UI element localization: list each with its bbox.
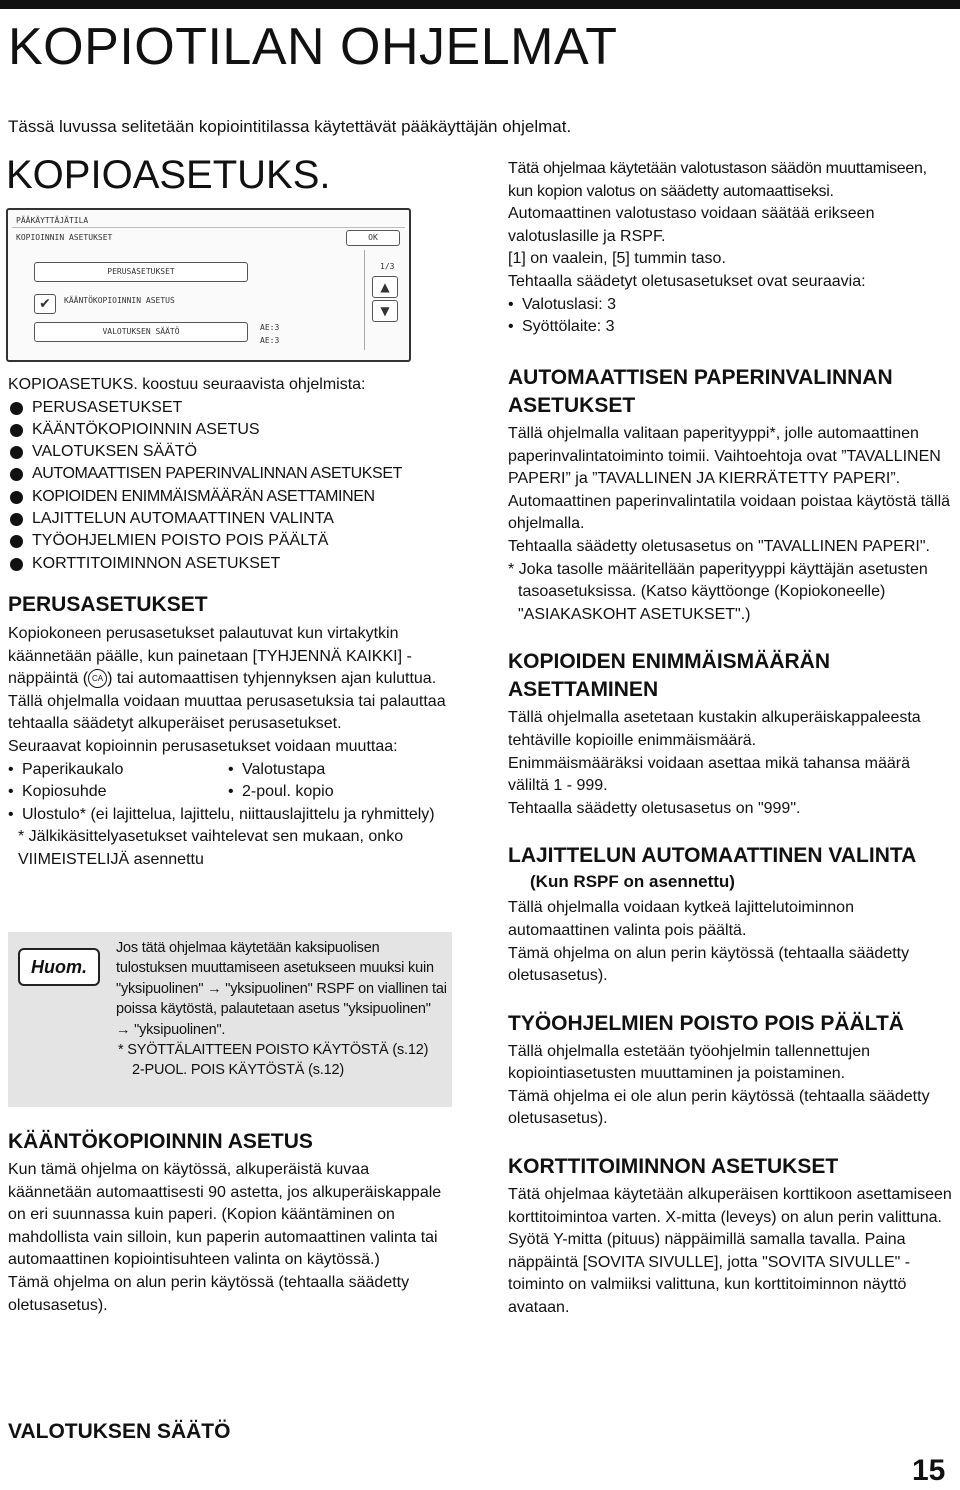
screen-breadcrumb: KOPIOINNIN ASETUKSET	[16, 233, 113, 242]
paragraph: Enimmäismääräksi voidaan asettaa mikä tahansa määrä väliltä 1 - 999.	[508, 754, 910, 795]
paragraph: Tällä ohjelmalla voidaan kytkeä lajittelutoiminnon automaattinen valinta pois päältä.	[508, 899, 854, 939]
note-ref-2: 2-PUOL. POIS KÄYTÖSTÄ (s.12)	[132, 1062, 344, 1079]
list-intro: KOPIOASETUKS. koostuu seuraavista ohjelmista:	[8, 376, 366, 393]
footnote: * Jälkikäsittelyasetukset vaihtelevat sen mukaan, onko VIIMEISTELIJÄ asennettu	[18, 828, 404, 868]
top-rule	[0, 0, 960, 9]
text-part: Kopiokoneen perusasetukset palautuvat kun virtakytkin käännetään päälle, kun painetaan [TYHJENNÄ KAIKKI] -näppäintä (	[8, 624, 412, 688]
paragraph: Tämä ohjelma on alun perin käytössä (tehtaalla säädetty oletusasetus).	[508, 944, 910, 985]
note-icon: Huom.	[18, 948, 100, 986]
list-item: KÄÄNTÖKOPIOINNIN ASETUS	[8, 419, 448, 441]
note-text	[116, 938, 448, 1081]
auto-heading: AUTOMAATTISEN PAPERINVALINNAN ASETUKSET	[508, 366, 893, 417]
ae-value-2: AE:3	[260, 336, 280, 345]
valotus-description	[508, 158, 953, 339]
settings-screen	[6, 208, 411, 362]
page-number: 15	[912, 1454, 946, 1487]
list-item: KORTTITOIMINNON ASETUKSET	[8, 553, 448, 575]
tyo-heading: TYÖOHJELMIEN POISTO POIS PÄÄLTÄ	[508, 1011, 904, 1035]
valotus-heading-block	[8, 1418, 448, 1446]
list-item: KOPIOIDEN ENIMMÄISMÄÄRÄN ASETTAMINEN	[8, 486, 448, 508]
list-item: VALOTUKSEN SÄÄTÖ	[8, 441, 448, 463]
screen-header: PÄÄKÄYTTÄJÄTILA	[12, 214, 405, 228]
basic-settings-grid	[8, 759, 448, 804]
paragraph: Tätä ohjelmaa käytetään valotustason säädön muuttamiseen, kun kopion valotus on säädetty automaattiseksi.	[508, 160, 927, 200]
check-label: KÄÄNTÖKOPIOINNIN ASETUS	[64, 296, 175, 305]
kaanto-heading: KÄÄNTÖKOPIOINNIN ASETUS	[8, 1130, 313, 1153]
paragraph: Tätä ohjelmaa käytetään alkuperäisen korttikoon asettamiseen korttitoimintoa varten. X-mitta (leveys) on alun perin valittuna. Syötä Y-mitta (pituus) näppäimillä samalla tavalla. Paina näppäintä [SOVITA SIVULLE], jotta "SOVITA SIVULLE" -toiminto on valmiiksi valittuna, kun korttitoiminnon näyttö avataan.	[508, 1186, 952, 1317]
list-item: • Valotuslasi: 3	[508, 294, 953, 317]
program-list	[8, 397, 448, 575]
perusasetukset-button[interactable]: PERUSASETUKSET	[34, 262, 248, 282]
list-item: • Kopiosuhde	[8, 781, 228, 804]
intro-text: Tässä luvussa selitetään kopiointitilassa käytettävät pääkäyttäjän ohjelmat.	[8, 117, 572, 136]
kaanto-section	[8, 1128, 448, 1317]
valotus-heading: VALOTUKSEN SÄÄTÖ	[8, 1420, 231, 1443]
screen-divider	[364, 250, 365, 350]
note-paragraph: Jos tätä ohjelmaa käytetään kaksipuolisen tulostuksen muuttamiseen asetukseen muuksi kuin "yksipuolinen" → "yksipuolinen" RSPF on viallinen tai poissa käytöstä, palautetaan asetus "yksipuolinen" → "yksipuolinen".	[116, 940, 447, 1038]
list-item: • Ulostulo* (ei lajittelua, lajittelu, niittauslajittelu ja ryhmittely)	[8, 804, 448, 827]
paragraph: Tämä ohjelma ei ole alun perin käytössä (tehtaalla säädetty oletusasetus).	[508, 1087, 930, 1128]
paragraph: Automaattinen valotustaso voidaan säätää erikseen valotuslasille ja RSPF.	[508, 205, 875, 245]
list-item: • Paperikaukalo	[8, 759, 228, 782]
list-item: LAJITTELUN AUTOMAATTINEN VALINTA	[8, 508, 448, 530]
footnote: * Joka tasolle määritellään paperityyppi käyttäjän asetusten tasoasetuksissa. (Katso käyttöonge (Kopiokoneelle) "ASIAKASKOHT ASETUKSET".)	[508, 560, 928, 623]
paragraph: Seuraavat kopioinnin perusasetukset voidaan muuttaa:	[8, 737, 398, 755]
paragraph: Tällä ohjelmalla estetään työohjelmin tallennettujen kopiointiasetusten muuttaminen ja poistaminen.	[508, 1042, 870, 1083]
paragraph: Tämä ohjelma on alun perin käytössä (tehtaalla säädetty oletusasetus).	[8, 1273, 410, 1314]
enim-heading: KOPIOIDEN ENIMMÄISMÄÄRÄN ASETTAMINEN	[508, 650, 831, 702]
list-item: • Valotustapa	[228, 759, 448, 782]
list-item: • Syöttölaite: 3	[508, 316, 953, 339]
note-ref-1: * SYÖTTÄLAITTEEN POISTO KÄYTÖSTÄ (s.12)	[118, 1042, 429, 1059]
paragraph: Tehtaalla säädetyt oletusasetukset ovat seuraavia:	[508, 272, 866, 290]
page-indicator: 1/3	[380, 262, 395, 271]
list-item: PERUSASETUKSET	[8, 397, 448, 419]
output-list	[8, 804, 448, 827]
perusasetukset-text	[8, 623, 448, 736]
list-item: TYÖOHJELMIEN POISTO POIS PÄÄLTÄ	[8, 530, 448, 552]
lajit-subheading: (Kun RSPF on asennettu)	[530, 872, 735, 892]
valotuksen-saato-button[interactable]: VALOTUKSEN SÄÄTÖ	[34, 322, 248, 342]
check-icon[interactable]: ✔	[34, 294, 56, 314]
perusasetukset-heading: PERUSASETUKSET	[8, 592, 208, 616]
arrow-down-icon[interactable]: ▼	[372, 300, 398, 322]
paragraph: Tällä ohjelmalla asetetaan kustakin alkuperäiskappaleesta tehtäville kopioille enimmäismäärä.	[508, 709, 921, 749]
page-title: KOPIOTILAN OHJELMAT	[8, 18, 618, 76]
right-column	[508, 364, 953, 1320]
defaults-list	[508, 294, 953, 339]
paragraph: [1] on vaalein, [5] tummin taso.	[508, 250, 726, 268]
section-title: KOPIOASETUKS.	[6, 153, 331, 197]
paragraph: Automaattinen paperinvalintatila voidaan poistaa käytöstä tällä ohjelmalla.	[508, 492, 951, 533]
kortti-heading: KORTTITOIMINNON ASETUKSET	[508, 1155, 839, 1179]
list-item: • 2-poul. kopio	[228, 781, 448, 804]
paragraph: Kun tämä ohjelma on käytössä, alkuperäistä kuvaa käännetään automaattisesti 90 astetta, jos alkuperäiskappale on eri suunnassa kuin paperi. (Kopion kääntäminen on mahdollista vain silloin, kun paperin automaattinen valinta tai automaattinen kopiointisuhteen valinta on käytössä.)	[8, 1161, 442, 1269]
paragraph: Tehtaalla säädetty oletusasetus on "TAVALLINEN PAPERI".	[508, 537, 930, 555]
paragraph: Tällä ohjelmalla valitaan paperityyppi*, jolle automaattinen paperinvalintatoiminto toimii. Vaihtoehtoja ovat ”TAVALLINEN PAPERI” ja ”TAVALLINEN JA KIERRÄTETTY PAPERI”.	[508, 425, 941, 488]
arrow-up-icon[interactable]: ▲	[372, 276, 398, 298]
ok-button[interactable]: OK	[346, 230, 400, 246]
ca-key-icon: CA	[88, 669, 107, 688]
left-column	[8, 374, 448, 872]
ae-value-1: AE:3	[260, 323, 280, 332]
paragraph: Tehtaalla säädetty oletusasetus on "999".	[508, 799, 801, 817]
list-item: AUTOMAATTISEN PAPERINVALINNAN ASETUKSET	[8, 463, 448, 485]
text-part: ) tai automaattisen tyhjennyksen ajan kuluttua. Tällä ohjelmalla voidaan muuttaa perusasetuksia tai palauttaa tehtaalla säädetyt alkuperäiset perusasetukset.	[8, 670, 446, 733]
lajit-heading: LAJITTELUN AUTOMAATTINEN VALINTA	[508, 844, 917, 868]
